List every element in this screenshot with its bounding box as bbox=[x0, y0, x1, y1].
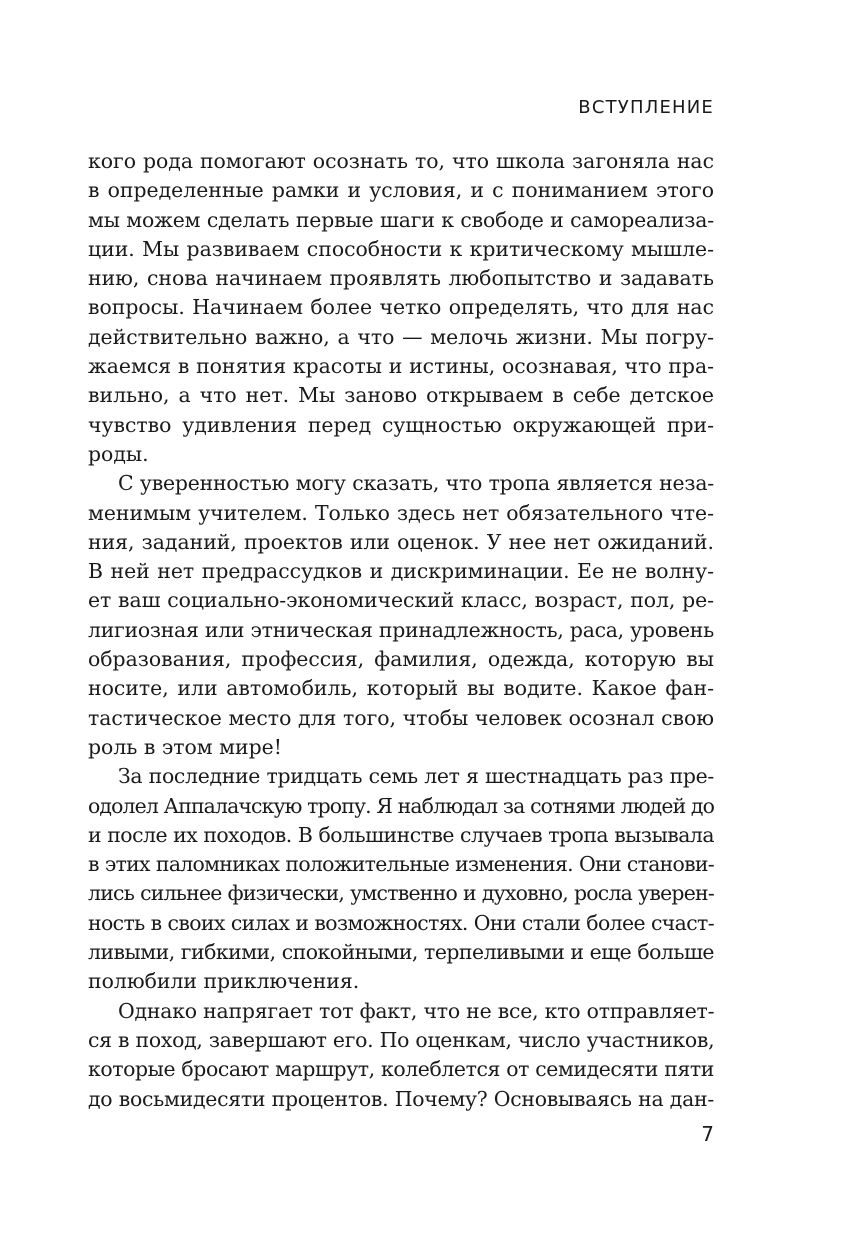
text-line: кого рода помогают осознать то, что школа загоняла нас bbox=[88, 149, 714, 173]
text-line: ния, заданий, проектов или оценок. У нее нет ожиданий. bbox=[88, 529, 714, 554]
text-line: мы можем сделать первые шаги к свободе и самореализа- bbox=[88, 207, 714, 232]
text-line: ливыми, гибкими, спокойными, терпеливыми и еще больше bbox=[88, 940, 714, 965]
text-line: до восьмидесяти процентов. Почему? Основываясь на дан- bbox=[88, 1086, 714, 1111]
text-line: За последние тридцать семь лет я шестнадцать раз пре- bbox=[118, 764, 714, 789]
text-line: ся в поход, завершают его. По оценкам, число участников, bbox=[88, 1027, 715, 1052]
text-line: которые бросают маршрут, колеблется от семидесяти пяти bbox=[88, 1057, 714, 1082]
text-line: ции. Мы развиваем способности к критическому мышле- bbox=[88, 236, 714, 261]
text-line: одолел Аппалачскую тропу. Я наблюдал за сотнями людей до bbox=[88, 793, 715, 818]
text-line: в этих паломниках положительные изменения. Они станови- bbox=[88, 852, 714, 877]
text-line: ет ваш социально-экономический класс, возраст, пол, ре- bbox=[88, 588, 714, 613]
text-line: образования, профессия, фамилия, одежда, которую вы bbox=[88, 647, 714, 672]
text-line: действительно важно, а что — мелочь жизни. Мы погру- bbox=[88, 324, 714, 349]
text-line: вопросы. Начинаем более четко определять, что для нас bbox=[88, 295, 714, 320]
text-line: Однако напрягает тот факт, что не все, кто отправляет- bbox=[118, 998, 715, 1023]
text-line: роды. bbox=[88, 441, 149, 466]
text-line: полюбили приключения. bbox=[88, 969, 360, 994]
paragraph bbox=[88, 147, 714, 469]
text-line: вильно, а что нет. Мы заново открываем в себе детское bbox=[88, 383, 714, 408]
text-line: и после их походов. В большинстве случаев тропа вызывала bbox=[88, 822, 714, 847]
text-line: ность в своих силах и возможностях. Они стали более счаст- bbox=[88, 910, 714, 935]
text-line: чувство удивления перед сущностью окружающей при- bbox=[88, 412, 714, 437]
body-text bbox=[88, 147, 714, 1114]
text-line: менимым учителем. Только здесь нет обязательного чте- bbox=[88, 500, 714, 525]
text-line: жаемся в понятия красоты и истины, осознавая, что пра- bbox=[88, 354, 714, 379]
paragraph bbox=[88, 762, 714, 996]
text-line: нию, снова начинаем проявлять любопытство и задавать bbox=[88, 266, 714, 291]
paragraph bbox=[88, 997, 714, 1114]
paragraph bbox=[88, 469, 714, 762]
text-line: носите, или автомобиль, который вы водите. Какое фан- bbox=[88, 676, 714, 701]
text-line: лигиозная или этническая принадлежность, раса, уровень bbox=[88, 617, 714, 642]
text-line: в определенные рамки и условия, и с пониманием этого bbox=[88, 178, 714, 203]
text-line: роль в этом мире! bbox=[88, 734, 282, 759]
running-head: ВСТУПЛЕНИЕ bbox=[578, 97, 714, 118]
text-line: С уверенностью могу сказать, что тропа является неза- bbox=[118, 471, 714, 496]
text-line: лись сильнее физически, умственно и духовно, росла уверен- bbox=[88, 881, 714, 906]
text-line: тастическое место для того, чтобы человек осознал свою bbox=[88, 705, 714, 730]
text-line: В ней нет предрассудков и дискриминации. Ее не волну- bbox=[88, 559, 714, 584]
page-number: 7 bbox=[701, 1122, 714, 1146]
